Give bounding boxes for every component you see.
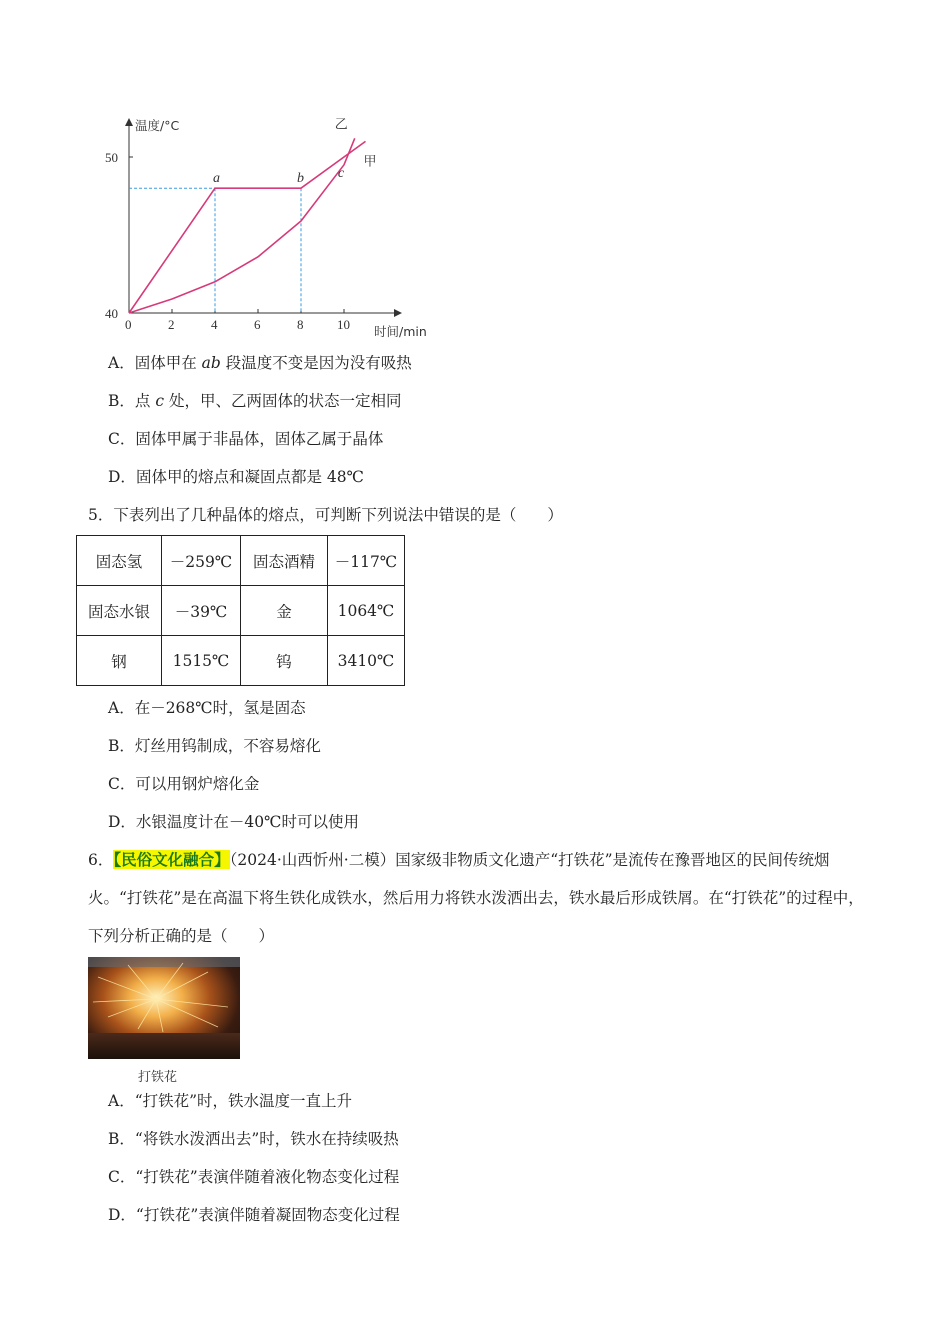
q4-option-d: D．固体甲的熔点和凝固点都是 48℃ — [108, 468, 364, 486]
table-cell: 钢 — [77, 636, 162, 686]
melting-point-table — [76, 535, 405, 686]
q5-option-a: A．在－268℃时，氢是固态 — [108, 699, 306, 717]
point-label-a: a — [213, 171, 220, 187]
q6-option-d: D．“打铁花”表演伴随着凝固物态变化过程 — [108, 1206, 400, 1224]
x-tick-label: 8 — [297, 317, 304, 332]
chart-axes — [125, 118, 402, 317]
point-label-b: b — [297, 171, 304, 187]
q5-option-c: C．可以用钢炉熔化金 — [108, 775, 260, 793]
q6-option-b: B．“将铁水泼洒出去”时，铁水在持续吸热 — [108, 1130, 399, 1148]
table-cell: 固态酒精 — [241, 536, 328, 586]
table-cell: 1064℃ — [328, 586, 405, 636]
q5-stem: 5．下表列出了几种晶体的熔点，可判断下列说法中错误的是（ ） — [88, 506, 563, 524]
y-tick-label: 40 — [105, 306, 118, 321]
q4-option-a: A．固体甲在 ab 段温度不变是因为没有吸热 — [108, 354, 412, 372]
topic-tag: 【民俗文化融合】 — [113, 850, 230, 869]
photo-caption: 打铁花 — [138, 1070, 178, 1085]
table-cell: 1515℃ — [162, 636, 241, 686]
q4-option-b: B．点 c 处，甲、乙两固体的状态一定相同 — [108, 392, 402, 410]
x-tick-label: 10 — [337, 317, 350, 332]
x-tick-label: 6 — [254, 317, 261, 332]
chart-guides — [129, 188, 301, 313]
series-jia-line — [129, 141, 366, 313]
series-jia-label: 甲 — [363, 154, 377, 170]
table-row — [77, 536, 405, 586]
table-cell: 3410℃ — [328, 636, 405, 686]
y-tick-label: 50 — [105, 150, 118, 165]
q5-option-b: B．灯丝用钨制成，不容易熔化 — [108, 737, 321, 755]
x-axis-label: 时间/min — [374, 324, 427, 339]
temperature-time-chart — [96, 110, 456, 342]
q6-option-a: A．“打铁花”时，铁水温度一直上升 — [108, 1092, 353, 1110]
table-cell: 固态氢 — [77, 536, 162, 586]
q6-stem: 6．【民俗文化融合】（2024·山西忻州·二模）国家级非物质文化遗产“打铁花”是流传在豫晋地区的民间传统烟火。“打铁花”是在高温下将生铁化成铁水，然后用力将铁水泼洒出去，铁水最后形成铁屑。在“打铁花”的过程中，下列分析正确的是（ ） — [88, 850, 864, 945]
x-axis-arrow — [394, 309, 402, 317]
table-cell: 固态水银 — [77, 586, 162, 636]
x-tick-label: 2 — [168, 317, 175, 332]
q5-option-d: D．水银温度计在－40℃时可以使用 — [108, 813, 359, 831]
q6-option-c: C．“打铁花”表演伴随着液化物态变化过程 — [108, 1168, 400, 1186]
table-cell: 金 — [241, 586, 328, 636]
x-tick-label: 0 — [125, 317, 132, 332]
table-row — [77, 586, 405, 636]
chart-series — [129, 138, 366, 313]
table-cell: 钨 — [241, 636, 328, 686]
iron-flower-photo — [88, 957, 240, 1059]
table-cell: －259℃ — [162, 536, 241, 586]
x-tick-label: 4 — [211, 317, 218, 332]
y-axis-arrow — [125, 118, 133, 126]
table-row — [77, 636, 405, 686]
table-cell: －39℃ — [162, 586, 241, 636]
y-axis-label: 温度/°C — [135, 118, 180, 133]
q4-option-c: C．固体甲属于非晶体，固体乙属于晶体 — [108, 430, 384, 448]
series-yi-label: 乙 — [334, 117, 348, 133]
table-cell: －117℃ — [328, 536, 405, 586]
point-label-c: c — [337, 166, 345, 182]
series-yi-line — [129, 138, 355, 313]
